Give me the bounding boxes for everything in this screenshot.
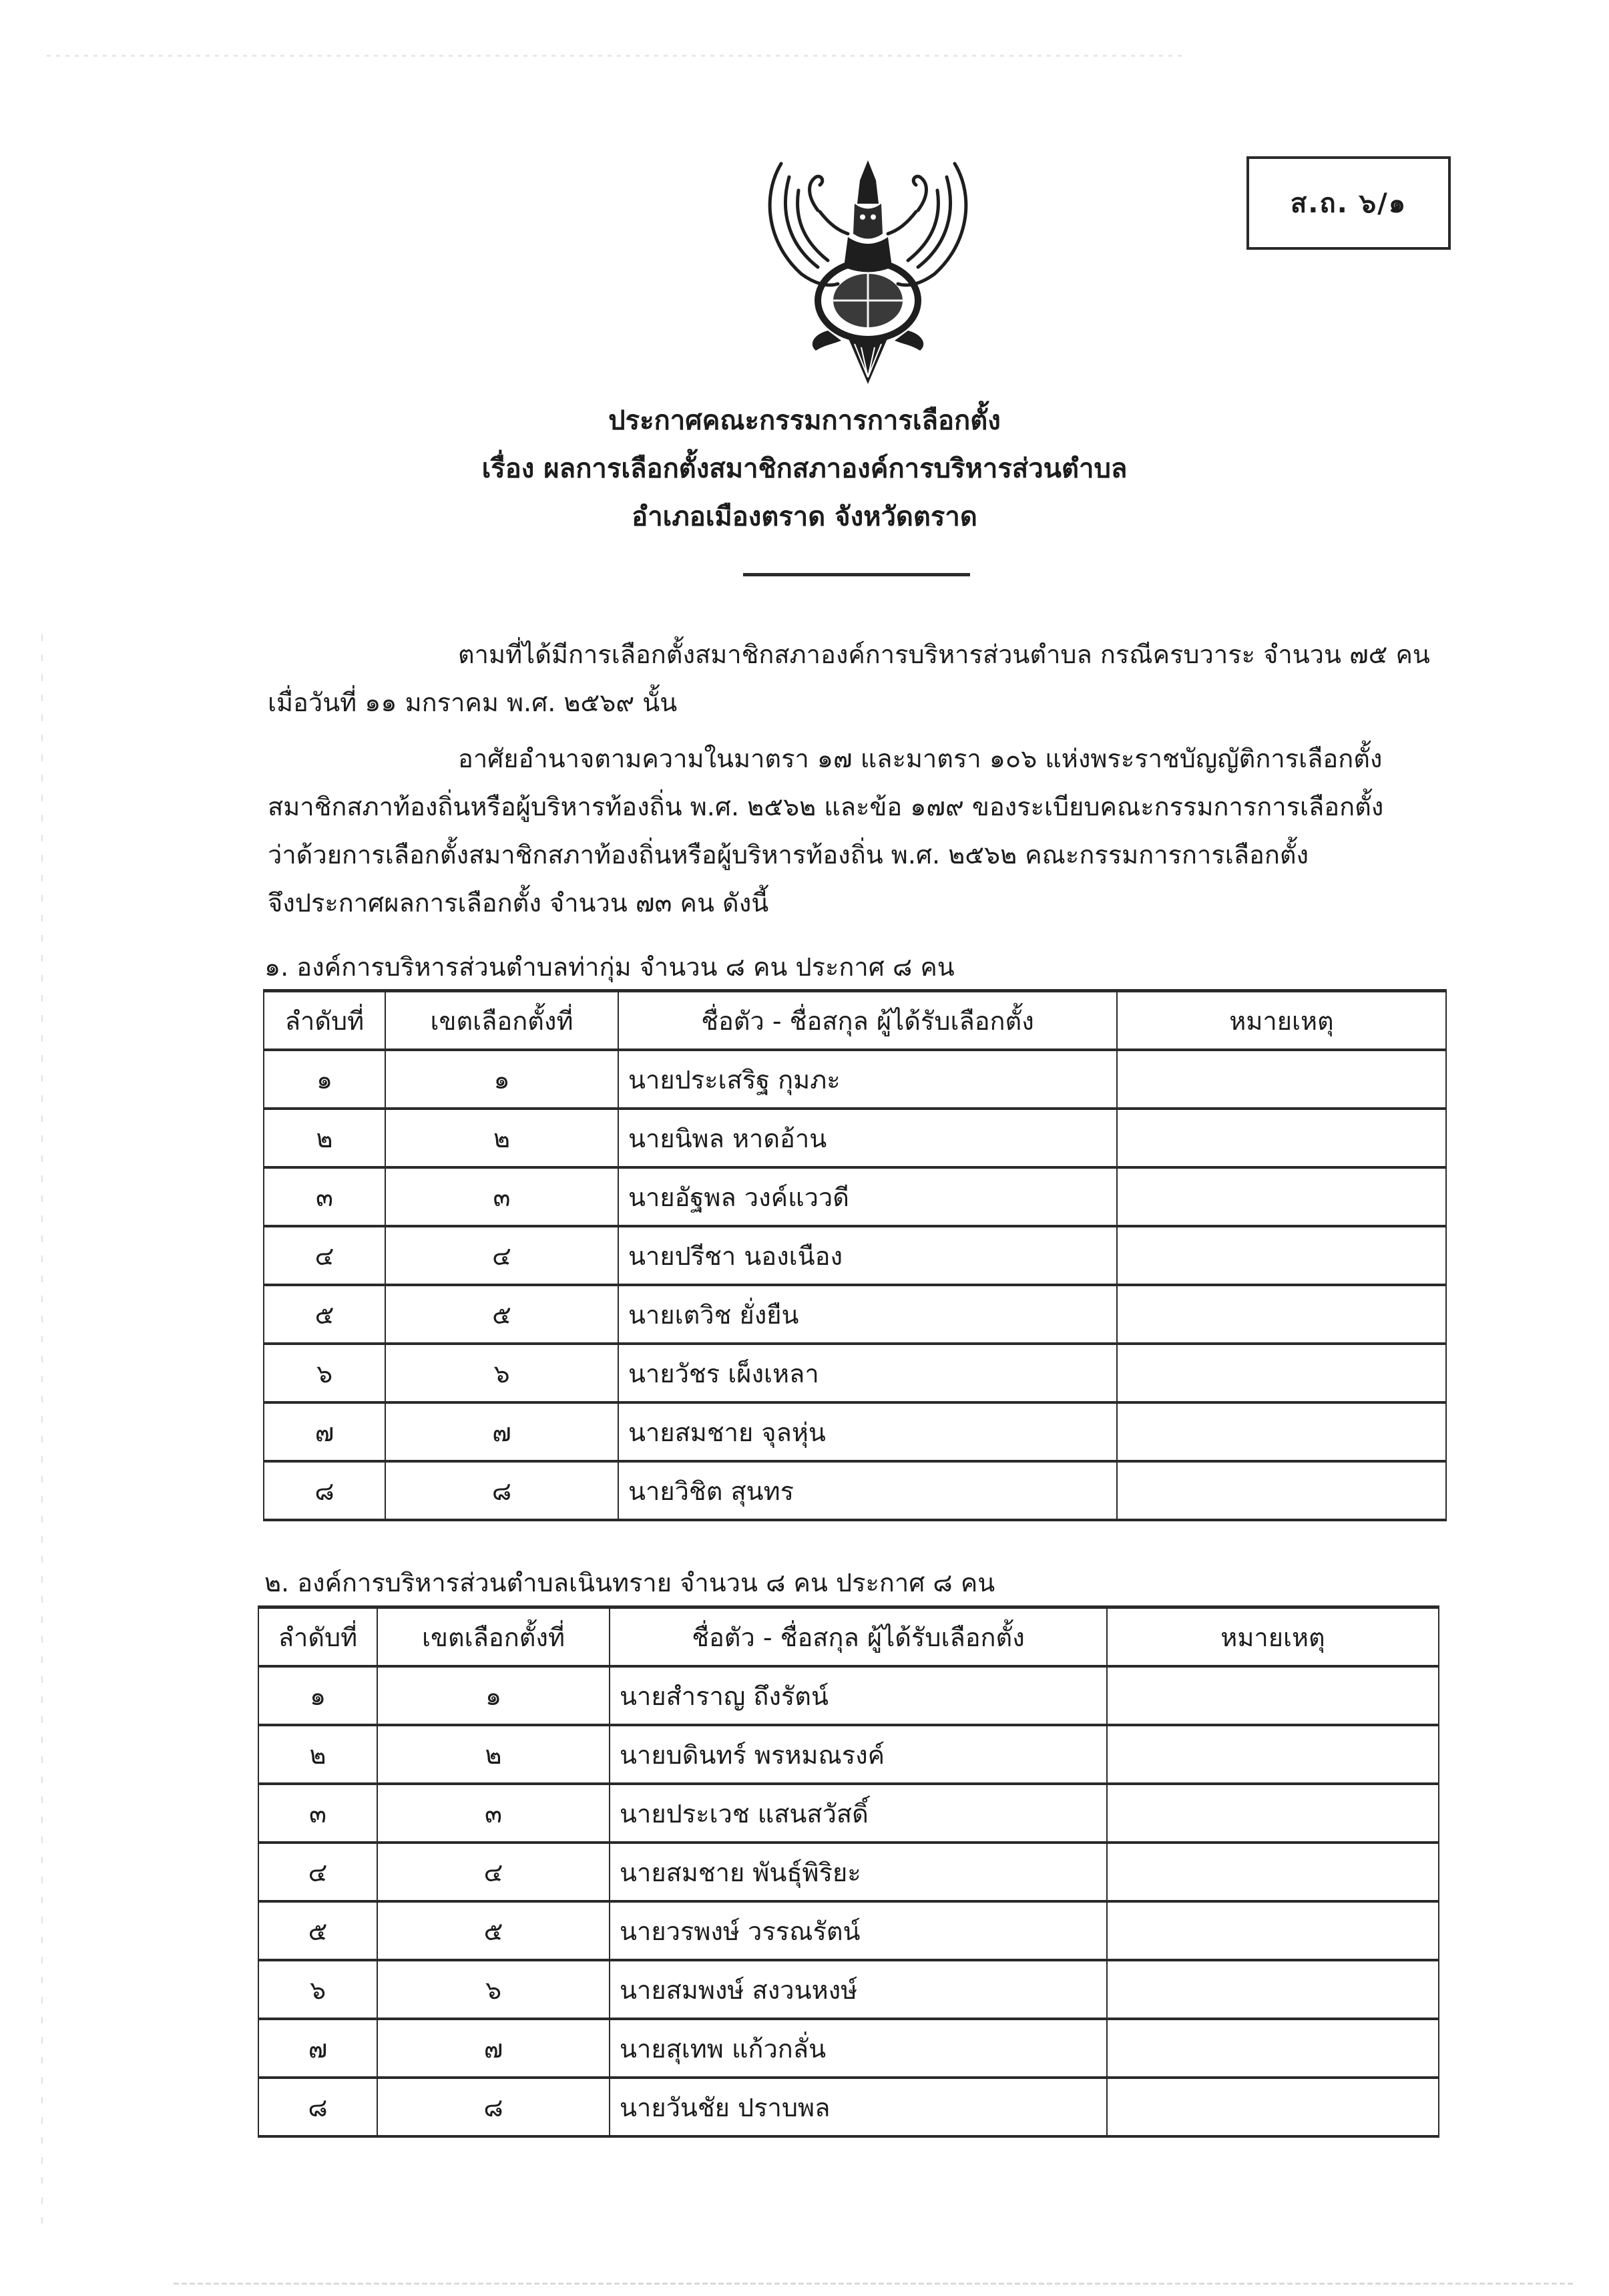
- scan-artifact-edge: [41, 634, 43, 2237]
- cell-name: นายอัฐพล วงค์แววดี: [618, 1167, 1117, 1226]
- garuda-emblem-icon: [754, 150, 981, 391]
- cell-remark: [1117, 1167, 1446, 1226]
- table-row: [258, 1901, 1439, 1960]
- scan-artifact-top: [47, 55, 1182, 57]
- paragraph-legal-line-3: ว่าด้วยการเลือกตั้งสมาชิกสภาท้องถิ่นหรือผู้บริหารท้องถิ่น พ.ศ. ๒๕๖๒ คณะกรรมการการเลือกตั้ง: [268, 840, 1309, 870]
- paragraph-legal-basis: [268, 735, 1448, 927]
- cell-name: นายสุเทพ แก้วกลั่น: [610, 2019, 1107, 2078]
- cell-name: นายบดินทร์ พรหมณรงค์: [610, 1725, 1107, 1784]
- cell-name: นายสมชาย พันธุ์พิริยะ: [610, 1843, 1107, 1901]
- form-code: ส.ถ. ๖/๑: [1290, 188, 1407, 219]
- cell-name: นายวิชิต สุนทร: [618, 1461, 1117, 1520]
- cell-district: ๗: [385, 1402, 618, 1461]
- results-table-tha-kum: [263, 989, 1447, 1521]
- table-row: [264, 1226, 1446, 1285]
- paragraph-legal-line-1: อาศัยอำนาจตามความในมาตรา ๑๗ และมาตรา ๑๐๖ แห่งพระราชบัญญัติการเลือกตั้ง: [458, 744, 1383, 773]
- header-name: ชื่อตัว - ชื่อสกุล ผู้ได้รับเลือกตั้ง: [618, 991, 1117, 1050]
- cell-order: ๗: [264, 1402, 385, 1461]
- header-district: เขตเลือกตั้งที่: [385, 991, 618, 1050]
- scan-artifact-bottom: [174, 2283, 1576, 2285]
- header-district: เขตเลือกตั้งที่: [377, 1607, 610, 1667]
- cell-order: ๔: [258, 1843, 377, 1901]
- cell-remark: [1107, 1960, 1439, 2019]
- cell-district: ๖: [385, 1344, 618, 1402]
- paragraph-intro-line-1: ตามที่ได้มีการเลือกตั้งสมาชิกสภาองค์การบริหารส่วนตำบล กรณีครบวาระ จำนวน ๗๕ คน: [458, 640, 1430, 669]
- header-remark: หมายเหตุ: [1117, 991, 1446, 1050]
- table-row: [258, 1843, 1439, 1901]
- header-name: ชื่อตัว - ชื่อสกุล ผู้ได้รับเลือกตั้ง: [610, 1607, 1107, 1667]
- cell-remark: [1107, 1843, 1439, 1901]
- cell-remark: [1117, 1109, 1446, 1167]
- cell-order: ๕: [258, 1901, 377, 1960]
- cell-district: ๕: [377, 1901, 610, 1960]
- heading-location: อำเภอเมืองตราด จังหวัดตราด: [632, 502, 977, 532]
- cell-order: ๕: [264, 1285, 385, 1344]
- results-table-noen-sai: [258, 1605, 1439, 2138]
- table-row: [258, 1960, 1439, 2019]
- table-header-row: [264, 991, 1446, 1050]
- cell-name: นายสมชาย จุลหุ่น: [618, 1402, 1117, 1461]
- cell-district: ๗: [377, 2019, 610, 2078]
- cell-district: ๒: [377, 1725, 610, 1784]
- cell-remark: [1117, 1344, 1446, 1402]
- cell-name: นายสมพงษ์ สงวนหงษ์: [610, 1960, 1107, 2019]
- cell-order: ๓: [258, 1784, 377, 1843]
- cell-name: นายเตวิช ยั่งยืน: [618, 1285, 1117, 1344]
- paragraph-legal-line-2: สมาชิกสภาท้องถิ่นหรือผู้บริหารท้องถิ่น พ.ศ. ๒๕๖๒ และข้อ ๑๗๙ ของระเบียบคณะกรรมการการเลือกตั้ง: [268, 792, 1384, 821]
- cell-name: นายวัชร เผ็งเหลา: [618, 1344, 1117, 1402]
- paragraph-legal-line-4: จึงประกาศผลการเลือกตั้ง จำนวน ๗๓ คน ดังนี้: [268, 888, 769, 918]
- cell-district: ๖: [377, 1960, 610, 2019]
- cell-district: ๔: [377, 1843, 610, 1901]
- cell-remark: [1107, 2078, 1439, 2136]
- cell-district: ๒: [385, 1109, 618, 1167]
- cell-district: ๘: [377, 2078, 610, 2136]
- cell-district: ๓: [377, 1784, 610, 1843]
- table-row: [258, 1784, 1439, 1843]
- cell-remark: [1117, 1402, 1446, 1461]
- cell-district: ๕: [385, 1285, 618, 1344]
- cell-district: ๑: [385, 1050, 618, 1109]
- cell-order: ๘: [258, 2078, 377, 2136]
- announcement-heading: [0, 401, 1609, 545]
- cell-order: ๑: [258, 1666, 377, 1725]
- cell-remark: [1107, 1784, 1439, 1843]
- table-header-row: [258, 1607, 1439, 1667]
- cell-remark: [1117, 1461, 1446, 1520]
- cell-remark: [1107, 1725, 1439, 1784]
- table-row: [264, 1344, 1446, 1402]
- cell-remark: [1117, 1050, 1446, 1109]
- heading-subject: เรื่อง ผลการเลือกตั้งสมาชิกสภาองค์การบริหารส่วนตำบล: [481, 453, 1128, 484]
- table-row: [264, 1461, 1446, 1520]
- table-row: [264, 1167, 1446, 1226]
- table-row: [258, 2019, 1439, 2078]
- cell-remark: [1107, 1901, 1439, 1960]
- table-row: [264, 1109, 1446, 1167]
- cell-remark: [1107, 2019, 1439, 2078]
- heading-title: ประกาศคณะกรรมการการเลือกตั้ง: [608, 405, 1001, 436]
- cell-name: นายวรพงษ์ วรรณรัตน์: [610, 1901, 1107, 1960]
- paragraph-intro: [268, 630, 1448, 727]
- cell-name: นายประเวช แสนสวัสดิ์: [610, 1784, 1107, 1843]
- cell-order: ๒: [264, 1109, 385, 1167]
- cell-order: ๖: [264, 1344, 385, 1402]
- section-title-noen-sai: ๒. องค์การบริหารส่วนตำบลเนินทราย จำนวน ๘ คน ประกาศ ๘ คน: [264, 1568, 995, 1597]
- table-row: [264, 1285, 1446, 1344]
- section-title-tha-kum: ๑. องค์การบริหารส่วนตำบลท่ากุ่ม จำนวน ๘ คน ประกาศ ๘ คน: [264, 952, 955, 982]
- table-row: [264, 1050, 1446, 1109]
- cell-remark: [1117, 1226, 1446, 1285]
- cell-order: ๓: [264, 1167, 385, 1226]
- cell-district: ๔: [385, 1226, 618, 1285]
- cell-district: ๘: [385, 1461, 618, 1520]
- cell-name: นายสำราญ ถึงรัตน์: [610, 1666, 1107, 1725]
- cell-order: ๑: [264, 1050, 385, 1109]
- cell-remark: [1107, 1666, 1439, 1725]
- cell-name: นายวันชัย ปราบพล: [610, 2078, 1107, 2136]
- cell-district: ๑: [377, 1666, 610, 1725]
- cell-order: ๒: [258, 1725, 377, 1784]
- header-remark: หมายเหตุ: [1107, 1607, 1439, 1667]
- table-row: [258, 1666, 1439, 1725]
- table-row: [264, 1402, 1446, 1461]
- cell-name: นายปรีชา นองเนือง: [618, 1226, 1117, 1285]
- cell-order: ๘: [264, 1461, 385, 1520]
- table-row: [258, 2078, 1439, 2136]
- paragraph-intro-line-2: เมื่อวันที่ ๑๑ มกราคม พ.ศ. ๒๕๖๙ นั้น: [268, 688, 678, 717]
- cell-order: ๗: [258, 2019, 377, 2078]
- cell-order: ๖: [258, 1960, 377, 2019]
- table-row: [258, 1725, 1439, 1784]
- heading-divider: [743, 573, 970, 576]
- cell-district: ๓: [385, 1167, 618, 1226]
- cell-order: ๔: [264, 1226, 385, 1285]
- cell-name: นายประเสริฐ กุมภะ: [618, 1050, 1117, 1109]
- form-code-box: [1246, 156, 1451, 250]
- cell-name: นายนิพล หาดอ้าน: [618, 1109, 1117, 1167]
- header-order: ลำดับที่: [264, 991, 385, 1050]
- header-order: ลำดับที่: [258, 1607, 377, 1667]
- cell-remark: [1117, 1285, 1446, 1344]
